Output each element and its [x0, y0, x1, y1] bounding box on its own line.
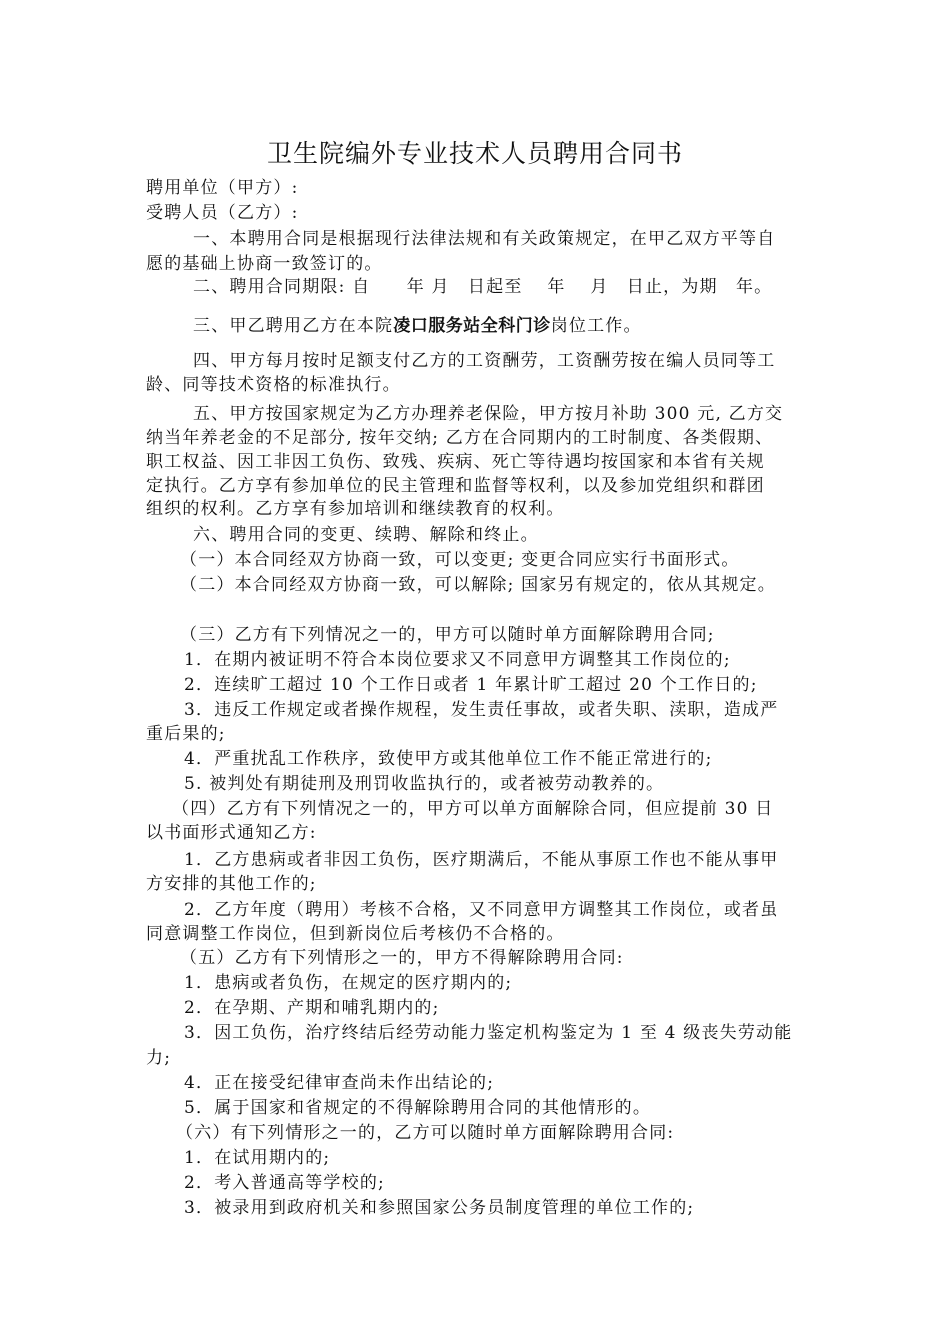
sub-5-item-5: 5．属于国家和省规定的不得解除聘用合同的其他情形的。	[184, 1098, 652, 1118]
sub-4-item-2: 2．乙方年度（聘用）考核不合格，又不同意甲方调整其工作岗位，或者虽	[184, 900, 779, 920]
sub-3-heading: （三）乙方有下列情况之一的，甲方可以随时单方面解除聘用合同;	[180, 625, 715, 645]
clause-3-post: 凌口服务站全科门诊	[393, 316, 551, 336]
party-b-label: 受聘人员（乙方）:	[146, 203, 299, 223]
sub-6-heading: （六）有下列情形之一的，乙方可以随时单方面解除聘用合同:	[176, 1123, 675, 1143]
clause-3-prefix: 三、甲乙聘用乙方在本院	[193, 316, 394, 336]
sub-4-heading-2: 以书面形式通知乙方:	[146, 823, 317, 843]
clause-5-line-3: 职工权益、因工非因工负伤、致残、疾病、死亡等待遇均按国家和本省有关规	[146, 452, 765, 472]
sub-5-item-4: 4．正在接受纪律审查尚未作出结论的;	[184, 1073, 495, 1093]
sub-3-item-1: 1．在期内被证明不符合本岗位要求又不同意甲方调整其工作岗位的;	[184, 650, 731, 670]
sub-3-item-4: 4．严重扰乱工作秩序，致使甲方或其他单位工作不能正常进行的;	[184, 749, 713, 769]
party-a-label: 聘用单位（甲方）:	[146, 178, 299, 198]
clause-5-line-4: 定执行。乙方享有参加单位的民主管理和监督等权利，以及参加党组织和群团	[146, 476, 765, 496]
sub-4-item-1: 1．乙方患病或者非因工负伤，医疗期满后，不能从事原工作也不能从事甲	[184, 850, 779, 870]
sub-3-item-3-cont: 重后果的;	[146, 724, 226, 744]
clause-3-suffix: 岗位工作。	[550, 316, 642, 336]
sub-5-item-3-cont: 力;	[146, 1048, 172, 1068]
clause-4-line-2: 龄、同等技术资格的标准执行。	[146, 375, 401, 395]
sub-1: （一）本合同经双方协商一致，可以变更; 变更合同应实行书面形式。	[180, 550, 740, 570]
sub-3-item-3: 3．违反工作规定或者操作规程，发生责任事故，或者失职、渎职，造成严	[184, 700, 779, 720]
clause-3	[193, 314, 642, 338]
clause-4-line-1: 四、甲方每月按时足额支付乙方的工资酬劳，工资酬劳按在编人员同等工	[193, 351, 776, 371]
sub-6-item-2: 2．考入普通高等学校的;	[184, 1173, 385, 1193]
document-title: 卫生院编外专业技术人员聘用合同书	[266, 139, 683, 168]
sub-4-item-1-cont: 方安排的其他工作的;	[146, 874, 317, 894]
clause-2: 二、聘用合同期限: 自 年 月 日起至 年 月 日止，为期 年。	[193, 277, 773, 297]
sub-3-item-5: 5. 被判处有期徒刑及刑罚收监执行的，或者被劳动教养的。	[184, 774, 665, 794]
sub-6-item-1: 1．在试用期内的;	[184, 1148, 331, 1168]
clause-1-line-2: 愿的基础上协商一致签订的。	[146, 254, 383, 274]
clause-5-line-2: 纳当年养老金的不足部分, 按年交纳; 乙方在合同期内的工时制度、各类假期、	[146, 428, 774, 448]
sub-5-item-1: 1．患病或者负伤，在规定的医疗期内的;	[184, 973, 513, 993]
clause-6: 六、聘用合同的变更、续聘、解除和终止。	[193, 525, 539, 545]
sub-4-heading-1: （四）乙方有下列情况之一的，甲方可以单方面解除合同，但应提前 30 日	[172, 799, 774, 819]
sub-5-item-3: 3．因工负伤，治疗终结后经劳动能力鉴定机构鉴定为 1 至 4 级丧失劳动能	[184, 1023, 793, 1043]
sub-4-item-2-cont: 同意调整工作岗位，但到新岗位后考核仍不合格的。	[146, 924, 565, 944]
sub-5-item-2: 2．在孕期、产期和哺乳期内的;	[184, 998, 440, 1018]
sub-5-heading: （五）乙方有下列情形之一的，甲方不得解除聘用合同:	[180, 948, 624, 968]
sub-3-item-2: 2．连续旷工超过 10 个工作日或者 1 年累计旷工超过 20 个工作日的;	[184, 675, 758, 695]
sub-2: （二）本合同经双方协商一致，可以解除; 国家另有规定的，依从其规定。	[180, 575, 776, 595]
clause-1-line-1: 一、本聘用合同是根据现行法律法规和有关政策规定，在甲乙双方平等自	[193, 229, 776, 249]
sub-6-item-3: 3．被录用到政府机关和参照国家公务员制度管理的单位工作的;	[184, 1198, 695, 1218]
clause-5-line-5: 组织的权利。乙方享有参加培训和继续教育的权利。	[146, 499, 565, 519]
clause-5-line-1: 五、甲方按国家规定为乙方办理养老保险，甲方按月补助 300 元, 乙方交	[193, 404, 784, 424]
